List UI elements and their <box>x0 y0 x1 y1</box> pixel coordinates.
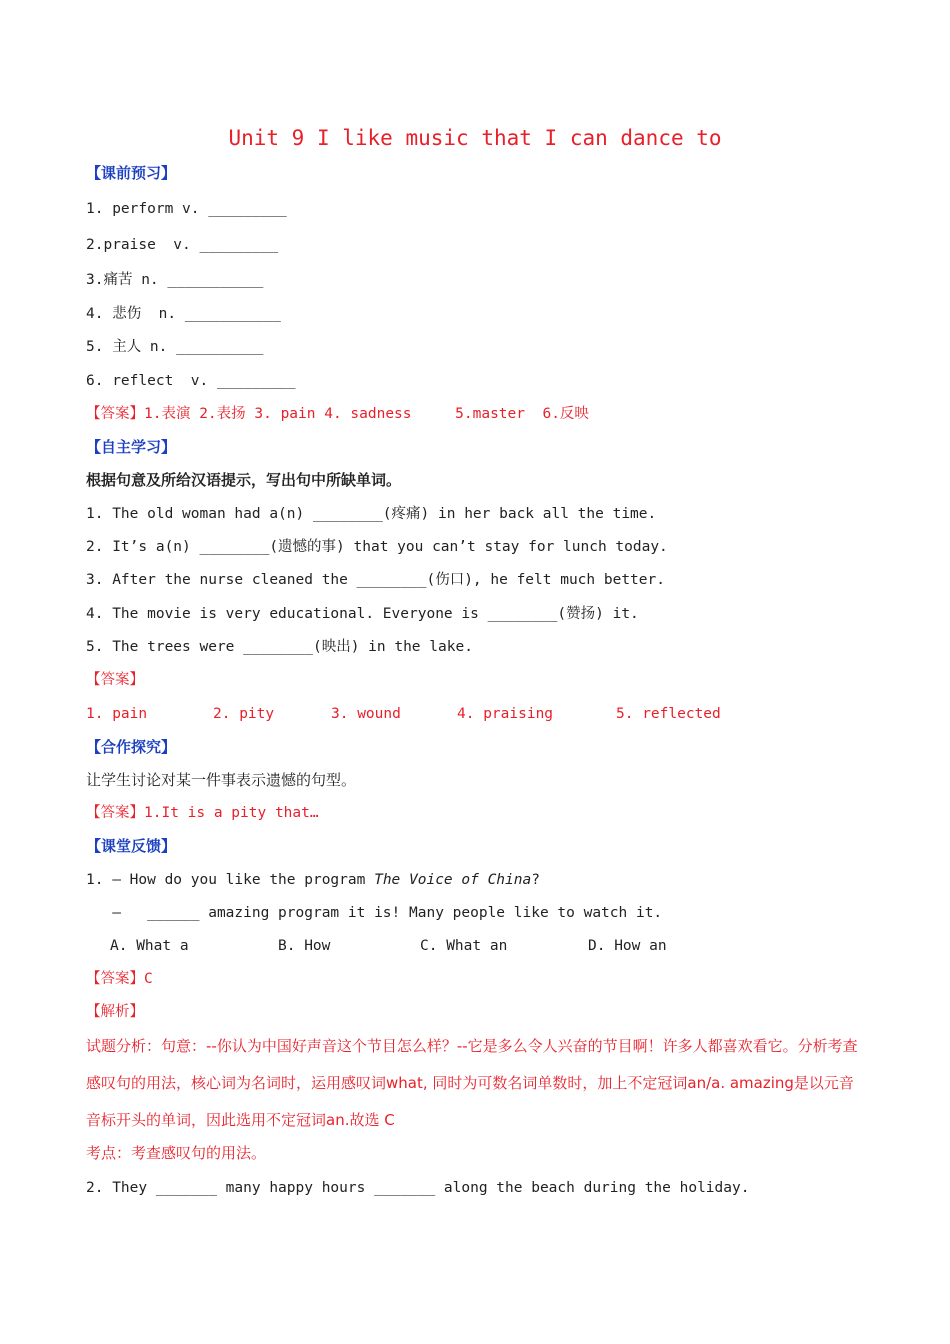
preview-item: 6. reflect v. _________ <box>86 373 296 389</box>
self-study-answer-label: 【答案】 <box>86 672 144 688</box>
self-study-instruction: 根据句意及所给汉语提示，写出句中所缺单词。 <box>86 471 402 489</box>
section-heading-cooperation: 【合作探究】 <box>86 738 177 756</box>
cooperation-answer: 【答案】1.It is a pity that… <box>86 805 319 821</box>
feedback-answer: 【答案】C <box>86 971 153 987</box>
self-study-answer: 2. pity <box>213 706 275 722</box>
self-study-item: 1. The old woman had a(n) ________(疼痛) in her back all the time. <box>86 506 657 522</box>
section-heading-preview: 【课前预习】 <box>86 164 177 182</box>
self-study-item: 3. After the nurse cleaned the ________(伤口), he felt much better. <box>86 572 665 588</box>
option-d: D. How an <box>588 938 667 954</box>
cooperation-text: 让学生讨论对某一件事表示遗憾的句型。 <box>86 771 357 789</box>
exam-point: 考点：考查感叹句的用法。 <box>86 1144 267 1162</box>
option-b: B. How <box>278 938 331 954</box>
analysis-text: 试题分析：句意：--你认为中国好声音这个节目怎么样？--它是多么令人兴奋的节目啊！许多人都喜欢看它。分析考查感叹句的用法，核心词为名词时，运用感叹词what, 同时为可数名词单数时，加上不定冠词an/a. amazing是以元音音标开头的单词，因此选用不定冠词an.故选 C <box>86 1037 858 1129</box>
self-study-answer: 3. wound <box>331 706 401 722</box>
self-study-answer: 4. praising <box>457 706 554 722</box>
option-a: A. What a <box>110 938 189 954</box>
analysis-label: 【解析】 <box>86 1004 144 1020</box>
feedback-question-2: 2. They _______ many happy hours _______ along the beach during the holiday. <box>86 1180 750 1196</box>
feedback-question-1-response: — ______ amazing program it is! Many people like to watch it. <box>86 905 663 921</box>
preview-item: 2.praise v. _________ <box>86 237 279 253</box>
self-study-item: 5. The trees were ________(映出) in the lake. <box>86 639 473 655</box>
self-study-item: 4. The movie is very educational. Everyone is ________(赞扬) it. <box>86 606 639 622</box>
page-title: Unit 9 I like music that I can dance to <box>228 126 722 150</box>
preview-item: 5. 主人 n. __________ <box>86 339 264 355</box>
program-title: The Voice of China <box>374 872 532 888</box>
section-heading-feedback: 【课堂反馈】 <box>86 837 177 855</box>
feedback-question-1 <box>86 870 540 890</box>
preview-item: 4. 悲伤 n. ___________ <box>86 306 281 322</box>
self-study-answer: 5. reflected <box>616 706 721 722</box>
preview-item: 1. perform v. _________ <box>86 201 287 217</box>
option-c: C. What an <box>420 938 508 954</box>
question-mark: ? <box>531 872 540 888</box>
question-text: 1. — How do you like the program <box>86 872 375 888</box>
self-study-item: 2. It’s a(n) ________(遗憾的事) that you can’t stay for lunch today. <box>86 539 668 555</box>
self-study-answer: 1. pain <box>86 706 148 722</box>
preview-answer: 【答案】1.表演 2.表扬 3. pain 4. sadness 5.master 6.反映 <box>86 406 589 422</box>
section-heading-self-study: 【自主学习】 <box>86 438 177 456</box>
preview-item: 3.痛苦 n. ___________ <box>86 272 264 288</box>
